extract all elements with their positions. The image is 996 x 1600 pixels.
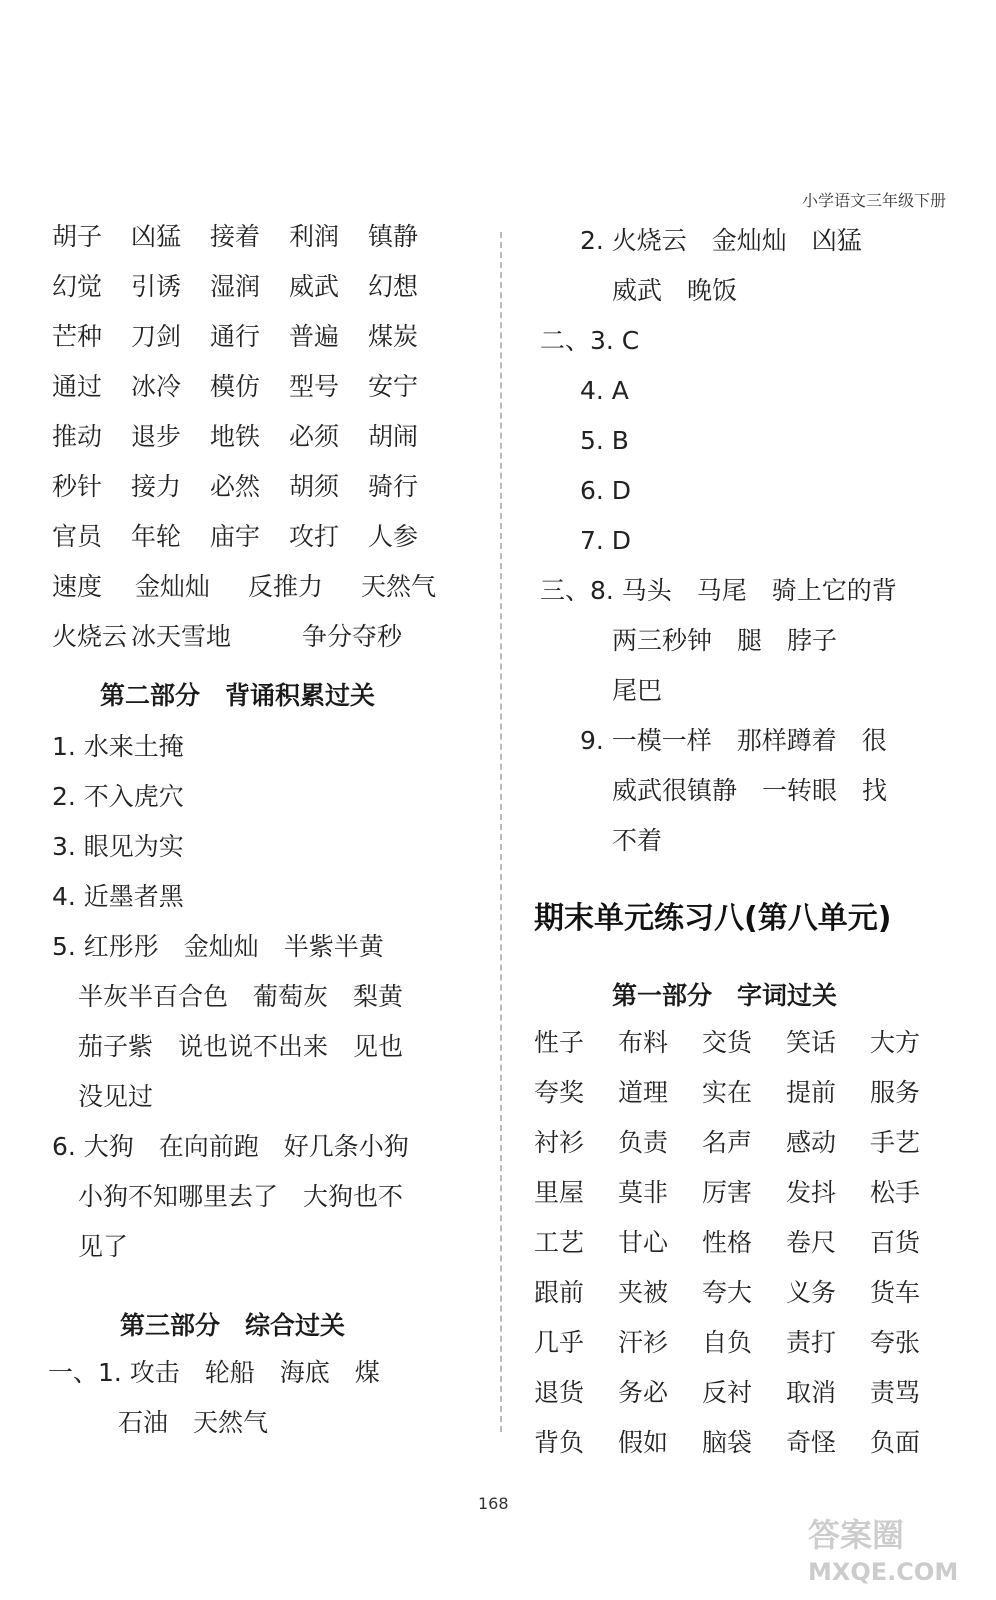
word-cell: 夸大 [702,1278,753,1307]
word-cell: 跟前 [534,1278,585,1307]
word-cell: 务必 [618,1378,669,1407]
word-cell: 责打 [786,1328,837,1357]
word-cell: 工艺 [534,1228,585,1257]
word-cell: 卷尺 [786,1228,837,1257]
word-cell: 引诱 [131,272,182,301]
word-cell: 脑袋 [702,1428,753,1457]
part2-answer-list [52,722,409,1272]
answer-line: 见了 [78,1232,129,1261]
watermark-top: 答案圈 [808,1516,905,1554]
word-cell: 反推力 [248,572,324,601]
word-row [52,462,474,512]
answer-line: 4. 近墨者黑 [52,882,184,911]
word-cell: 刀剑 [131,322,182,351]
word-cell: 货车 [870,1278,921,1307]
right-word-grid [534,1018,954,1468]
word-cell: 幻想 [368,272,419,301]
answer-line: 不着 [612,826,663,855]
word-cell: 地铁 [210,422,261,451]
word-cell: 负面 [870,1428,921,1457]
answer-line: 三、8. 马头 马尾 骑上它的背 [540,576,897,605]
word-cell: 秒针 [52,472,103,501]
word-row [534,1418,954,1468]
word-cell: 里屋 [534,1178,585,1207]
word-cell: 性子 [534,1028,585,1057]
word-cell: 火烧云 [52,622,128,651]
word-cell: 夹被 [618,1278,669,1307]
word-cell: 夸张 [870,1328,921,1357]
word-cell: 奇怪 [786,1428,837,1457]
word-cell: 取消 [786,1378,837,1407]
answer-line: 一、1. 攻击 轮船 海底 煤 [48,1358,380,1387]
word-cell: 普遍 [289,322,340,351]
word-cell: 厉害 [702,1178,753,1207]
word-cell: 必须 [289,422,340,451]
answer-line: 6. D [580,476,632,505]
word-cell: 煤炭 [368,322,419,351]
word-cell: 通行 [210,322,261,351]
word-row [534,1068,954,1118]
answer-line: 2. 火烧云 金灿灿 凶猛 [580,226,862,255]
word-cell: 夸奖 [534,1078,585,1107]
word-cell: 甘心 [618,1228,669,1257]
left-word-grid [52,212,474,662]
answer-line: 6. 大狗 在向前跑 好几条小狗 [52,1132,409,1161]
word-row [52,612,474,662]
word-cell: 冰冷 [131,372,182,401]
word-cell: 交货 [702,1028,753,1057]
word-cell: 凶猛 [131,222,182,251]
answer-line: 5. B [580,426,629,455]
word-cell: 退货 [534,1378,585,1407]
word-cell: 几乎 [534,1328,585,1357]
word-cell: 责骂 [870,1378,921,1407]
word-cell: 提前 [786,1078,837,1107]
word-row [534,1268,954,1318]
word-cell: 笑话 [786,1028,837,1057]
word-row [534,1018,954,1068]
answer-line: 5. 红彤彤 金灿灿 半紫半黄 [52,932,384,961]
part2-heading: 第二部分 背诵积累过关 [100,681,376,710]
word-cell: 利润 [289,222,340,251]
word-cell: 感动 [786,1128,837,1157]
word-cell: 型号 [289,372,340,401]
word-cell: 争分夺秒 [302,622,403,651]
answer-line: 茄子紫 说也说不出来 见也 [78,1032,404,1061]
watermark-bottom: MXQE.COM [808,1558,959,1586]
word-cell: 金灿灿 [135,572,211,601]
word-cell: 松手 [870,1178,921,1207]
part3-answer-list [48,1348,380,1448]
word-cell: 汗衫 [618,1328,669,1357]
word-cell: 攻打 [289,522,340,551]
word-cell: 大方 [870,1028,921,1057]
word-cell: 发抖 [786,1178,837,1207]
word-row [534,1218,954,1268]
word-row [52,212,474,262]
right-answer-list [540,216,897,866]
word-cell: 名声 [702,1128,753,1157]
watermark-logo [800,1508,970,1588]
word-cell: 手艺 [870,1128,921,1157]
word-cell: 胡闹 [368,422,419,451]
word-cell: 冰天雪地 [131,622,232,651]
unit-title: 期末单元练习八(第八单元) [534,901,892,936]
answer-line: 4. A [580,376,629,405]
answer-line: 尾巴 [612,676,663,705]
word-row [534,1318,954,1368]
word-row [52,262,474,312]
answer-line: 3. 眼见为实 [52,832,184,861]
word-cell: 服务 [870,1078,921,1107]
word-cell: 义务 [786,1278,837,1307]
word-cell: 胡子 [52,222,103,251]
answer-line: 半灰半百合色 葡萄灰 梨黄 [78,982,404,1011]
word-row [52,362,474,412]
word-row [52,562,474,612]
word-cell: 官员 [52,522,103,551]
word-cell: 自负 [702,1328,753,1357]
book-title: 小学语文三年级下册 [801,191,946,210]
answer-line: 威武 晚饭 [612,276,738,305]
answer-line: 威武很镇静 一转眼 找 [612,776,888,805]
word-cell: 安宁 [368,372,419,401]
answer-line: 1. 水来土掩 [52,732,184,761]
word-cell: 必然 [210,472,261,501]
word-row [534,1368,954,1418]
part3-heading: 第三部分 综合过关 [120,1311,346,1340]
word-row [534,1168,954,1218]
word-cell: 骑行 [368,472,419,501]
word-row [534,1118,954,1168]
word-cell: 胡须 [289,472,340,501]
word-row [52,312,474,362]
word-cell: 芒种 [52,322,103,351]
answer-line: 9. 一模一样 那样蹲着 很 [580,726,887,755]
word-cell: 退步 [131,422,182,451]
page-number: 168 [478,1494,509,1513]
word-cell: 假如 [618,1428,669,1457]
word-row [52,412,474,462]
word-cell: 接着 [210,222,261,251]
word-cell: 人参 [368,522,419,551]
word-cell: 速度 [52,572,103,601]
word-cell: 幻觉 [52,272,103,301]
word-cell: 模仿 [210,372,261,401]
answer-line: 2. 不入虎穴 [52,782,184,811]
word-cell: 镇静 [368,222,419,251]
word-cell: 百货 [870,1228,921,1257]
word-cell: 实在 [702,1078,753,1107]
column-divider [500,232,502,1432]
word-cell: 庙宇 [210,522,261,551]
part1-heading: 第一部分 字词过关 [612,981,838,1010]
word-cell: 推动 [52,422,103,451]
word-cell: 威武 [289,272,340,301]
answer-line: 二、3. C [540,326,640,355]
word-cell: 衬衫 [534,1128,585,1157]
word-cell: 天然气 [361,572,437,601]
word-cell: 年轮 [131,522,182,551]
word-cell: 布料 [618,1028,669,1057]
answer-line: 7. D [580,526,632,555]
answer-line: 石油 天然气 [118,1408,269,1437]
word-row [52,512,474,562]
answer-line: 没见过 [78,1082,154,1111]
word-cell: 莫非 [618,1178,669,1207]
word-cell: 湿润 [210,272,261,301]
answer-line: 两三秒钟 腿 脖子 [612,626,838,655]
word-cell: 反衬 [702,1378,753,1407]
word-cell: 负责 [618,1128,669,1157]
word-cell: 通过 [52,372,103,401]
word-cell: 背负 [534,1428,585,1457]
word-cell: 接力 [131,472,182,501]
word-cell: 性格 [702,1228,753,1257]
word-cell: 道理 [618,1078,669,1107]
answer-line: 小狗不知哪里去了 大狗也不 [78,1182,404,1211]
